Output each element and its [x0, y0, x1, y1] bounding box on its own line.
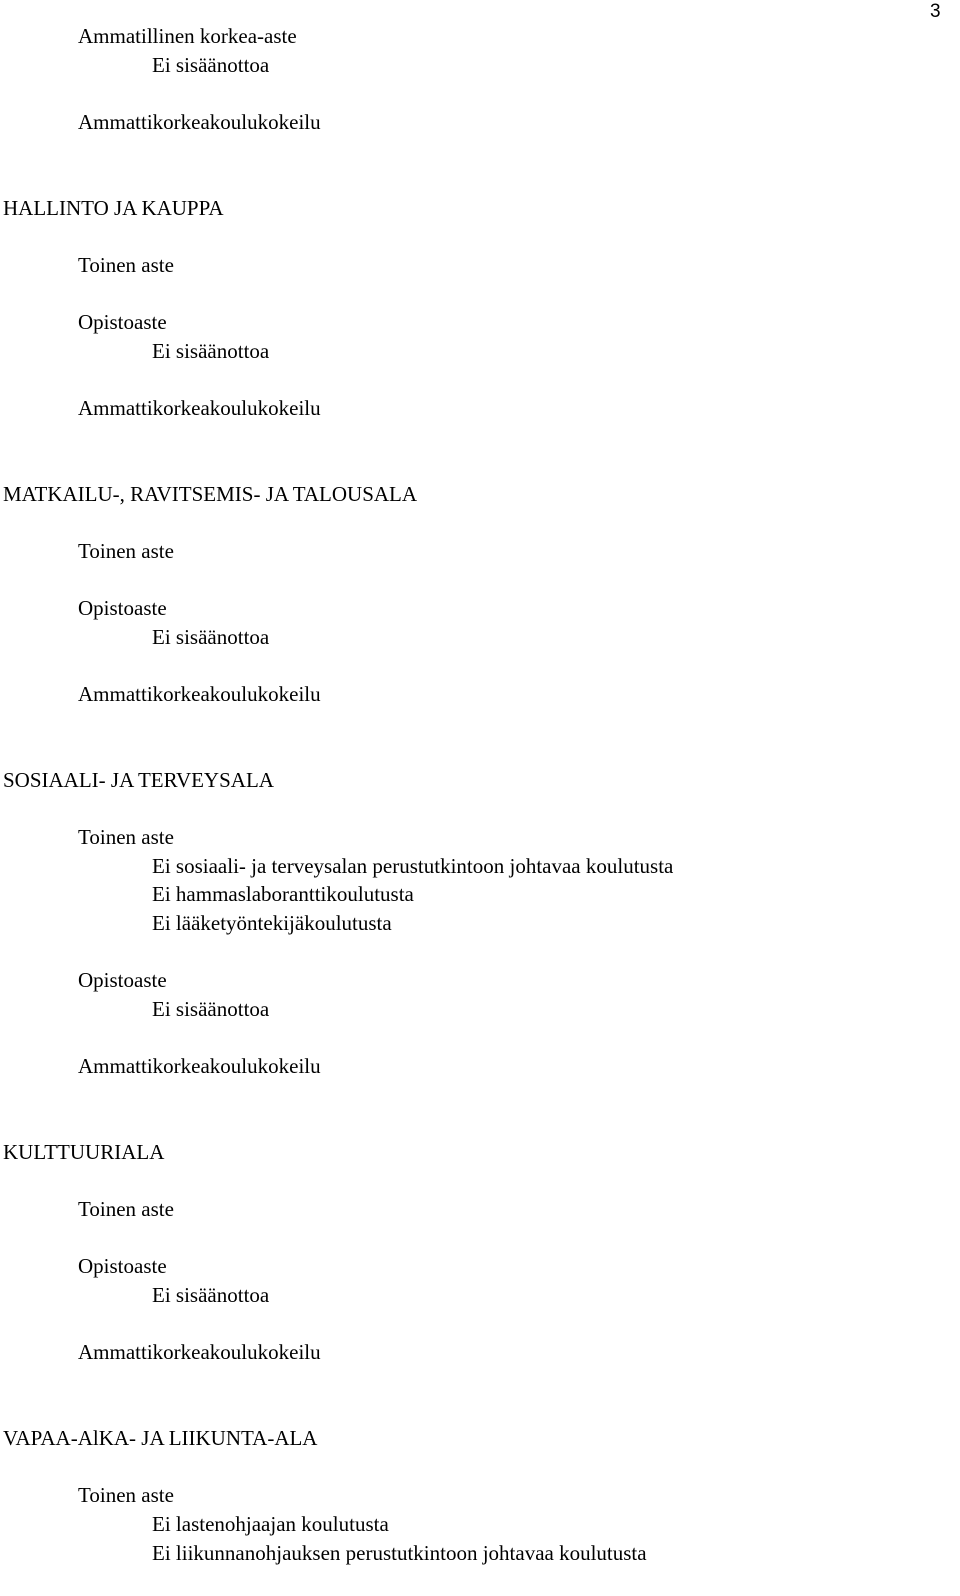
- group-item: Ei sisäänottoa: [152, 53, 270, 77]
- group-label: Ammattikorkeakoulukokeilu: [78, 110, 321, 134]
- group-label: Toinen aste: [78, 1483, 174, 1507]
- section-heading: HALLINTO JA KAUPPA: [3, 196, 224, 220]
- group-label: Ammatillinen korkea-aste: [78, 24, 297, 48]
- page-number: 3: [930, 1, 941, 22]
- group-item: Ei hammaslaboranttikoulutusta: [152, 882, 414, 906]
- group-item: Ei lastenohjaajan koulutusta: [152, 1512, 389, 1536]
- group-label: Ammattikorkeakoulukokeilu: [78, 1340, 321, 1364]
- group-item: Ei sisäänottoa: [152, 625, 270, 649]
- group-item: Ei sosiaali- ja terveysalan perustutkintoon johtavaa koulutusta: [152, 854, 674, 878]
- group-label: Ammattikorkeakoulukokeilu: [78, 682, 321, 706]
- section-heading: MATKAILU-, RAVITSEMIS- JA TALOUSALA: [3, 482, 418, 506]
- section-heading: SOSIAALI- JA TERVEYSALA: [3, 768, 274, 792]
- group-label: Opistoaste: [78, 968, 167, 992]
- group-label: Ammattikorkeakoulukokeilu: [78, 1054, 321, 1078]
- group-item: Ei liikunnanohjauksen perustutkintoon johtavaa koulutusta: [152, 1541, 647, 1565]
- section-heading: KULTTUURIALA: [3, 1140, 165, 1164]
- group-label: Ammattikorkeakoulukokeilu: [78, 396, 321, 420]
- group-label: Toinen aste: [78, 253, 174, 277]
- group-item: Ei sisäänottoa: [152, 1283, 270, 1307]
- group-label: Toinen aste: [78, 539, 174, 563]
- group-item: Ei sisäänottoa: [152, 339, 270, 363]
- group-label: Toinen aste: [78, 1197, 174, 1221]
- group-label: Opistoaste: [78, 310, 167, 334]
- group-label: Opistoaste: [78, 1254, 167, 1278]
- group-label: Opistoaste: [78, 596, 167, 620]
- group-label: Toinen aste: [78, 825, 174, 849]
- section-heading: VAPAA-AlKA- JA LIIKUNTA-ALA: [3, 1426, 318, 1450]
- group-item: Ei sisäänottoa: [152, 997, 270, 1021]
- group-item: Ei lääketyöntekijäkoulutusta: [152, 911, 392, 935]
